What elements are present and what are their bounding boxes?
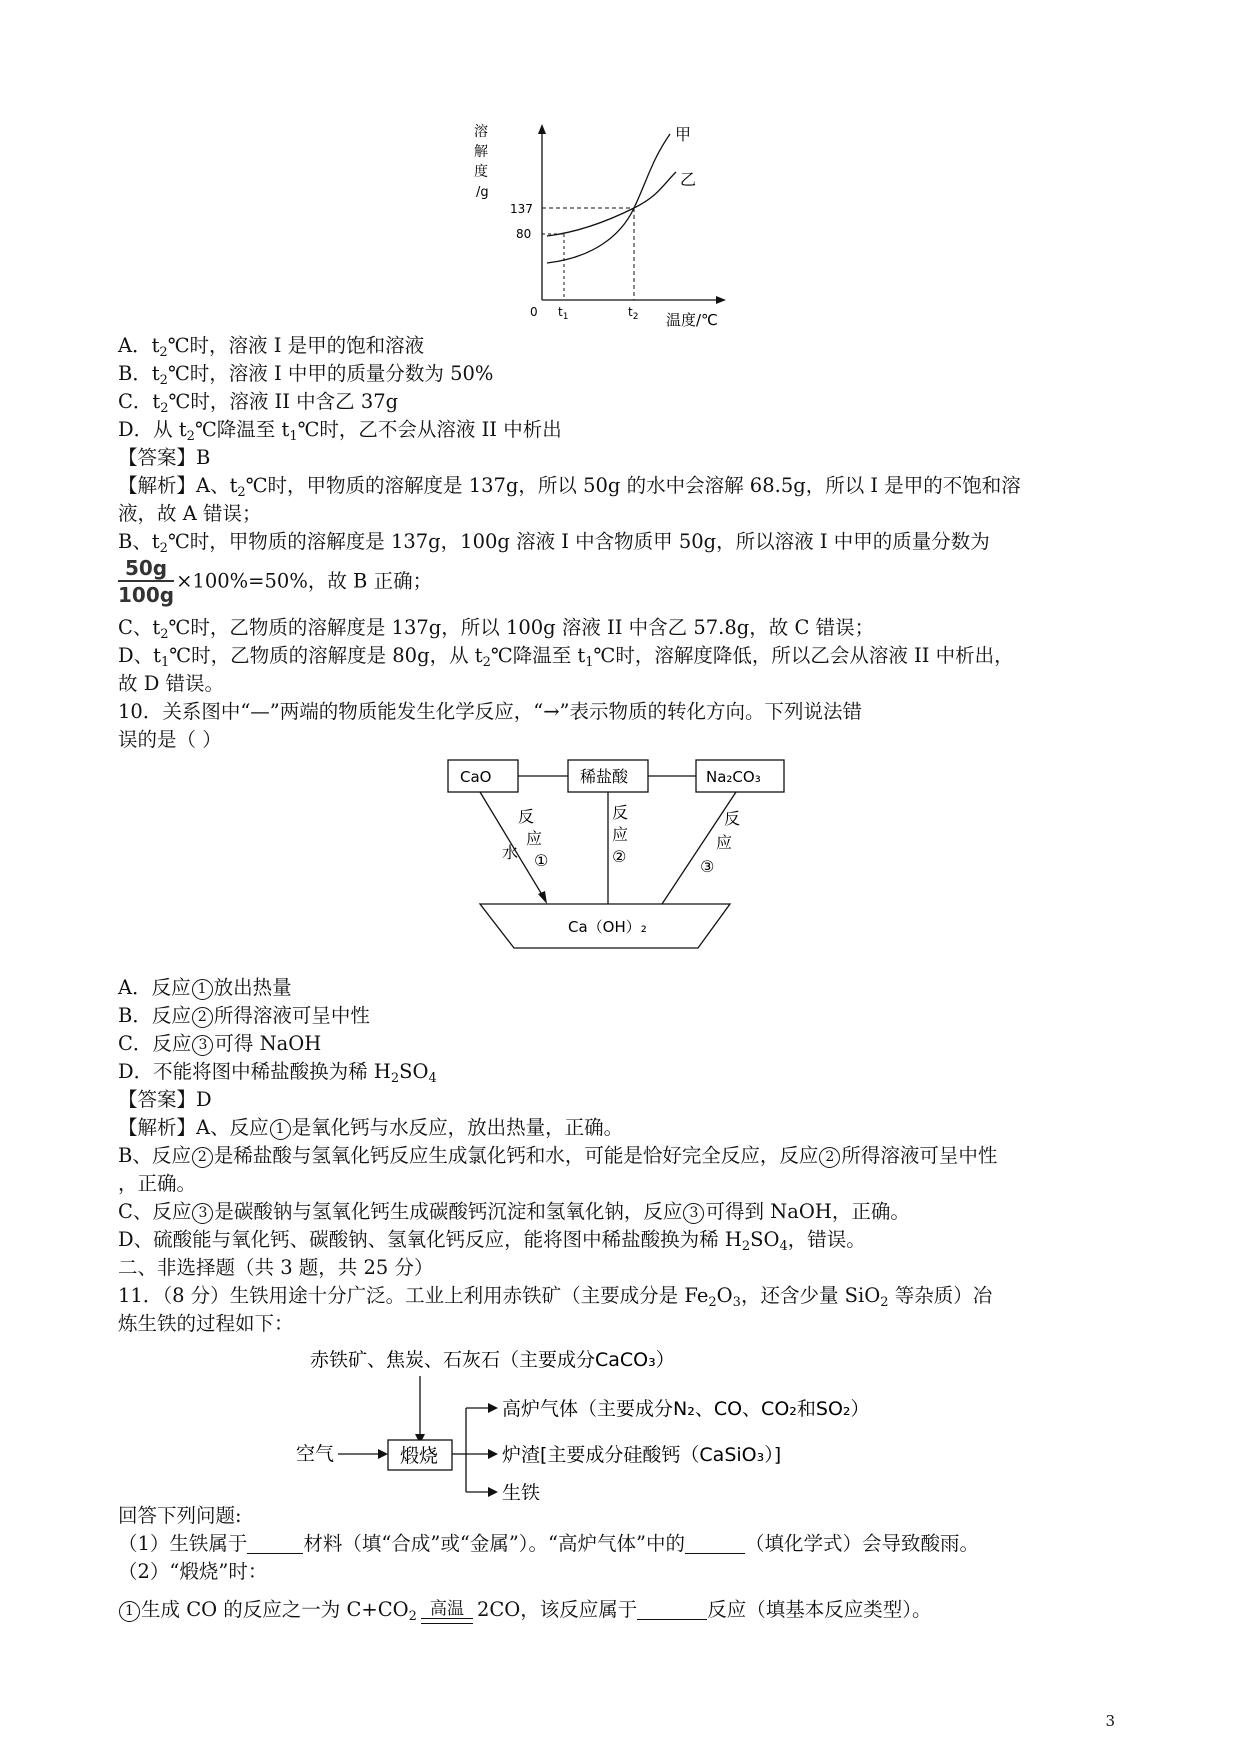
arrowhead-reaction-1 [538, 891, 547, 904]
circled-number: 3 [192, 1035, 213, 1056]
q10-answer: 【答案】D [118, 1088, 212, 1111]
q9-explanation-d: D、$t_1℃$时，乙物质的溶解度是 80g，从 $t_2℃$降温至 $t_1℃$时，溶解度降低，所以乙会从溶液 II 中析出， [118, 644, 1014, 670]
q9-explanation-c: C、$t_2℃$时，乙物质的溶解度是 137g，所以 100g 溶液 II 中含乙 57.8g，故 C 错误； [118, 616, 875, 642]
answer-blank-2[interactable] [685, 1533, 745, 1554]
box-hcl-label: 稀盐酸 [580, 767, 629, 786]
q10-explanation-d: D、硫酸能与氧化钙、碳酸钠、氢氧化钙反应，能将图中稀盐酸换为稀 $H_2SO_4$，错误。 [118, 1228, 866, 1254]
q9-explanation-a-cont: 液，故 A 错误； [118, 502, 262, 525]
q9-explanation-a: 【解析】A、$t_2℃$时，甲物质的溶解度是 137g，所以 50g 的水中会溶解 68.5g，所以 I 是甲的不饱和溶 [118, 474, 1021, 500]
q11-part-2-1: 1 生成 CO 的反应之一为 $C+CO_2$ 高温 2CO，该反应属于 反应（填基本反应类型）。 [118, 1596, 932, 1624]
answer-blank-1[interactable] [247, 1533, 303, 1554]
circled-number: 1 [119, 1601, 140, 1622]
flow-inputs: 赤铁矿、焦炭、石灰石（主要成分CaCO₃） [310, 1349, 675, 1371]
flow-output-iron: 生铁 [502, 1482, 541, 1500]
circled-number: 3 [683, 1203, 704, 1224]
q10-explanation-b: B、反应 2 是稀盐酸与氢氧化钙反应生成氯化钙和水，可能是恰好完全反应，反应 2 所得溶液可呈中性 [118, 1144, 998, 1167]
flow-output-slag: 炉渣[主要成分硅酸钙（CaSiO₃）] [502, 1444, 782, 1466]
section-heading: 二、非选择题（共 3 题，共 25 分） [118, 1256, 434, 1279]
circled-number: 1 [192, 979, 213, 1000]
box-caoh2-label: Ca（OH）₂ [568, 918, 647, 936]
q11-part-1: （1）生铁属于 材料（填“合成”或“金属”）。“高炉气体”中的 （填化学式）会导致酸雨。 [118, 1532, 980, 1555]
r1-label-a: 反 [518, 807, 535, 826]
r1-label-b: 应 [526, 829, 543, 848]
xtick-t1: $t_1$ [558, 305, 569, 322]
flow-output-gas: 高炉气体（主要成分N₂、CO、CO₂和SO₂） [502, 1398, 870, 1420]
curve-yi-label: 乙 [680, 170, 697, 189]
solubility-graph [470, 120, 730, 330]
process-flow-diagram [290, 1340, 950, 1500]
circled-number: 2 [819, 1147, 840, 1168]
r2-label-b: 应 [612, 825, 629, 844]
answer-blank-3[interactable] [637, 1599, 707, 1620]
q9-explanation-b: B、$t_2℃$时，甲物质的溶解度是 137g，100g 溶液 I 中含物质甲 50g，所以溶液 I 中甲的质量分数为 [118, 530, 990, 556]
circled-number: 2 [192, 1007, 213, 1028]
r3-label-a: 反 [724, 809, 741, 828]
r1-label-c: ① [534, 851, 549, 870]
q11-prompt: 回答下列问题: [118, 1504, 242, 1527]
q10-explanation-a: 【解析】A、反应 1 是氧化钙与水反应，放出热量，正确。 [118, 1116, 624, 1139]
y-axis-arrow [538, 124, 546, 134]
ytick-137: 137 [510, 202, 533, 216]
flow-air: 空气 [296, 1443, 335, 1465]
q9-option-c: C．$t_2℃$时，溶液 II 中含乙 37g [118, 390, 399, 416]
ylabel-3: 度 [474, 164, 488, 180]
r3-label-c: ③ [700, 857, 715, 876]
r1-label-water: 水 [502, 843, 519, 862]
circled-number: 1 [270, 1119, 291, 1140]
circled-number: 3 [192, 1203, 213, 1224]
circled-number: 2 [192, 1147, 213, 1168]
curve-yi [547, 172, 676, 236]
q10-option-d: D．不能将图中稀盐酸换为稀 $H_2SO_4$ [118, 1060, 437, 1086]
q10-option-b: B．反应 2 所得溶液可呈中性 [118, 1004, 370, 1027]
q11-stem-cont: 炼生铁的过程如下： [118, 1312, 294, 1335]
q10-stem: 10．关系图中“—”两端的物质能发生化学反应，“→”表示物质的转化方向。下列说法错 [118, 700, 863, 723]
ylabel-2: 解 [474, 144, 488, 160]
q9-option-a: A．$t_2℃$时，溶液 I 是甲的饱和溶液 [118, 334, 425, 360]
q10-option-a: A．反应 1 放出热量 [118, 976, 292, 999]
q9-option-d: D．从 $t_2℃$降温至 $t_1℃$时，乙不会从溶液 II 中析出 [118, 418, 562, 444]
q10-option-c: C．反应 3 可得 NaOH [118, 1032, 322, 1055]
ytick-80: 80 [516, 227, 532, 241]
flow-arrowhead-slag [488, 1449, 498, 1459]
xlabel: 温度/℃ [666, 311, 718, 329]
q9-answer: 【答案】B [118, 446, 211, 469]
reaction-condition: 高温 [421, 1600, 473, 1624]
q9-option-b: B．$t_2℃$时，溶液 I 中甲的质量分数为 50% [118, 362, 494, 388]
x-axis-arrow [716, 296, 726, 304]
reaction-diagram [440, 752, 800, 952]
origin-label: 0 [530, 305, 538, 319]
box-cao-label: CaO [460, 768, 492, 786]
ylabel-1: 溶 [474, 124, 488, 140]
q10-explanation-b-cont: ，正确。 [118, 1172, 197, 1195]
q9-explanation-d-cont: 故 D 错误。 [118, 672, 225, 695]
q11-part-2: （2）“煅烧”时： [118, 1560, 268, 1583]
curve-jia-label: 甲 [675, 125, 692, 144]
q9-explanation-b-fraction: $\frac{50g}{100g}$ ×100%=50%，故 B 正确； [118, 556, 433, 607]
r2-label-a: 反 [612, 803, 629, 822]
page-number: 3 [1105, 1712, 1115, 1730]
ylabel-4: /g [476, 185, 489, 200]
r2-label-c: ② [612, 847, 627, 866]
flow-box-label: 煅烧 [400, 1445, 439, 1467]
r3-label-b: 应 [716, 833, 733, 852]
flow-arrowhead-gas [488, 1403, 498, 1413]
xtick-t2: $t_2$ [628, 305, 639, 322]
fraction: $\frac{50g}{100g}$ [118, 556, 175, 607]
q10-stem-cont: 误的是（ ） [118, 728, 222, 751]
q10-explanation-c: C、反应 3 是碳酸钠与氢氧化钙生成碳酸钙沉淀和氢氧化钠，反应 3 可得到 NaOH，正确。 [118, 1200, 910, 1223]
flow-arrowhead-iron [488, 1487, 498, 1497]
box-na2co3-label: Na₂CO₃ [706, 768, 761, 786]
flow-arrowhead-air [378, 1449, 388, 1459]
curve-jia [547, 134, 670, 263]
q11-stem: 11．（8 分）生铁用途十分广泛。工业上利用赤铁矿（主要成分是 $Fe_2O_3$，还含少量 SiO$_2$ 等杂质）冶 [118, 1284, 993, 1310]
